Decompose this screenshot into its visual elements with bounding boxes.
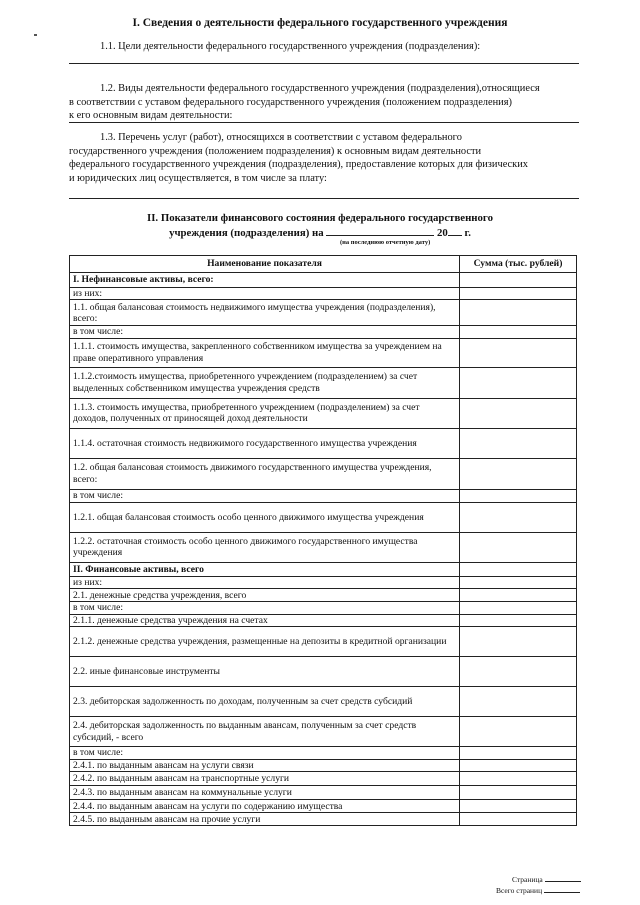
- table-row: [70, 489, 577, 502]
- sum-cell: [460, 786, 577, 800]
- sum-cell: [460, 657, 577, 687]
- indicator-name-cell: 2.4.4. по выданным авансам на услуги по содержанию имущества: [70, 800, 460, 813]
- sum-cell: [460, 428, 577, 458]
- sum-cell: [460, 532, 577, 562]
- indicator-name-cell: 2.4.3. по выданным авансам на коммунальные услуги: [70, 786, 460, 800]
- indicator-name-cell: 1.1.2.стоимость имущества, приобретенного учреждением (подразделением) за счет выделенных собственником имущества учреждения средств: [70, 367, 460, 398]
- table-row: [70, 760, 577, 772]
- indicator-name-cell: 2.1.1. денежные средства учреждения на счетах: [70, 614, 460, 626]
- section2-title-prefix: учреждения (подразделения) на: [169, 227, 324, 239]
- indicator-name-cell: в том числе:: [70, 602, 460, 614]
- sum-cell: [460, 602, 577, 614]
- date-blank: [326, 225, 434, 236]
- year-blank: [448, 225, 462, 236]
- sum-cell: [460, 398, 577, 428]
- sum-cell: [460, 300, 577, 326]
- sum-cell: [460, 772, 577, 786]
- table-header-row: [70, 256, 577, 273]
- indicator-name-cell: 2.2. иные финансовые инструменты: [70, 657, 460, 687]
- section1-p2: [69, 82, 589, 123]
- indicator-name-cell: 2.4.2. по выданным авансам на транспортные услуги: [70, 772, 460, 786]
- p3-line: 1.3. Перечень услуг (работ), относящихся в соответствии с уставом федерального: [100, 132, 462, 143]
- indicator-name-cell: 1.1.1. стоимость имущества, закрепленного собственником имущества за учреждением на праве оперативного управления: [70, 338, 460, 367]
- p2-line: 1.2. Виды деятельности федерального государственного учреждения (подразделения),относящиеся: [100, 83, 540, 94]
- p2-line: в соответствии с уставом федерального государственного учреждения (положением подразделения): [69, 96, 512, 108]
- sum-cell: [460, 273, 577, 288]
- sum-cell: [460, 747, 577, 760]
- sum-cell: [460, 576, 577, 588]
- sum-cell: [460, 813, 577, 826]
- indicator-name-cell: 2.4.1. по выданным авансам на услуги связи: [70, 760, 460, 772]
- indicator-name-cell: 2.1.2. денежные средства учреждения, размещенные на депозиты в кредитной организации: [70, 627, 460, 657]
- indicator-name-cell: в том числе:: [70, 326, 460, 338]
- table-row: [70, 532, 577, 562]
- p3-line: федерального государственного учреждения (подразделения), предоставление которых для физических: [69, 159, 528, 170]
- table-row: [70, 273, 577, 288]
- table-row: [70, 747, 577, 760]
- p3-line: государственного учреждения (положением подразделения) к основным видам деятельности: [69, 145, 482, 157]
- table-row: [70, 576, 577, 588]
- page-number-field: [512, 874, 581, 884]
- section1-title: I. Сведения о деятельности федерального государственного учреждения: [132, 17, 508, 29]
- p2-line: к его основным видам деятельности:: [69, 110, 233, 121]
- indicator-name-cell: 2.4. дебиторская задолженность по выданным авансам, полученным за счет средств субсидий, - всего: [70, 717, 460, 747]
- sum-cell: [460, 458, 577, 489]
- table-row: [70, 657, 577, 687]
- section2-title-suffix: г.: [464, 227, 471, 239]
- indicator-name-cell: II. Финансовые активы, всего: [70, 562, 460, 576]
- table-row: [70, 300, 577, 326]
- sum-cell: [460, 627, 577, 657]
- sum-cell: [460, 367, 577, 398]
- indicator-name-cell: в том числе:: [70, 489, 460, 502]
- table-row: [70, 717, 577, 747]
- section2-title-line1: II. Показатели финансового состояния федерального государственного: [147, 212, 493, 224]
- table-row: [70, 786, 577, 800]
- section2-year: 20: [437, 227, 448, 239]
- table-row: [70, 800, 577, 813]
- total-pages-label: Всего страниц: [496, 886, 543, 895]
- indicator-name-cell: 1.2.2. остаточная стоимость особо ценного движимого государственного имущества учреждения: [70, 532, 460, 562]
- header-name: Наименование показателя: [70, 256, 460, 273]
- indicator-name-cell: в том числе:: [70, 747, 460, 760]
- table-row: [70, 589, 577, 602]
- sum-cell: [460, 562, 577, 576]
- page-label: Страница: [512, 875, 543, 884]
- table-row: [70, 687, 577, 717]
- indicator-name-cell: 1.2.1. общая балансовая стоимость особо ценного движимого имущества учреждения: [70, 502, 460, 532]
- sum-cell: [460, 589, 577, 602]
- table-row: [70, 502, 577, 532]
- table-row: [70, 772, 577, 786]
- table-row: [70, 288, 577, 300]
- section2-title-line2: [0, 225, 640, 240]
- header-sum: Сумма (тыс. рублей): [460, 256, 577, 273]
- p3-line: и юридических лиц осуществляется, в том числе за плату:: [69, 172, 327, 184]
- indicator-name-cell: 1.1.4. остаточная стоимость недвижимого государственного имущества учреждения: [70, 428, 460, 458]
- section1-p1: 1.1. Цели деятельности федерального государственного учреждения (подразделения):: [100, 41, 481, 52]
- table-row: [70, 602, 577, 614]
- indicator-name-cell: 1.1.3. стоимость имущества, приобретенного учреждением (подразделением) за счет доходов, полученных от приносящей доход деятельности: [70, 398, 460, 428]
- section1-p3: [69, 131, 589, 185]
- total-pages-blank: [544, 885, 580, 893]
- sum-cell: [460, 326, 577, 338]
- table-row: [70, 326, 577, 338]
- page-number-blank: [545, 874, 581, 882]
- blank-line-2: [69, 122, 579, 123]
- indicator-name-cell: из них:: [70, 288, 460, 300]
- table-row: [70, 813, 577, 826]
- table-row: [70, 562, 577, 576]
- table-row: [70, 458, 577, 489]
- table-body: [70, 273, 577, 826]
- sum-cell: [460, 760, 577, 772]
- sum-cell: [460, 288, 577, 300]
- indicator-name-cell: 2.1. денежные средства учреждения, всего: [70, 589, 460, 602]
- table-row: [70, 627, 577, 657]
- sum-cell: [460, 687, 577, 717]
- sum-cell: [460, 800, 577, 813]
- indicator-name-cell: 2.3. дебиторская задолженность по доходам, полученным за счет средств субсидий: [70, 687, 460, 717]
- indicator-name-cell: из них:: [70, 576, 460, 588]
- table-row: [70, 614, 577, 626]
- total-pages-field: [496, 885, 580, 895]
- sum-cell: [460, 489, 577, 502]
- indicator-name-cell: I. Нефинансовые активы, всего:: [70, 273, 460, 288]
- table-row: [70, 398, 577, 428]
- indicator-name-cell: 1.2. общая балансовая стоимость движимого государственного имущества учреждения, всего:: [70, 458, 460, 489]
- indicator-name-cell: 2.4.5. по выданным авансам на прочие услуги: [70, 813, 460, 826]
- table-row: [70, 338, 577, 367]
- sum-cell: [460, 717, 577, 747]
- date-caption: (на последнюю отчетную дату): [340, 239, 431, 246]
- scan-speck: [34, 34, 37, 36]
- table-row: [70, 428, 577, 458]
- table-row: [70, 367, 577, 398]
- indicator-name-cell: 1.1. общая балансовая стоимость недвижимого имущества учреждения (подразделения), всего:: [70, 300, 460, 326]
- blank-line-1: [69, 63, 579, 64]
- blank-line-3: [69, 198, 579, 199]
- financial-table: [69, 255, 577, 826]
- sum-cell: [460, 338, 577, 367]
- sum-cell: [460, 614, 577, 626]
- sum-cell: [460, 502, 577, 532]
